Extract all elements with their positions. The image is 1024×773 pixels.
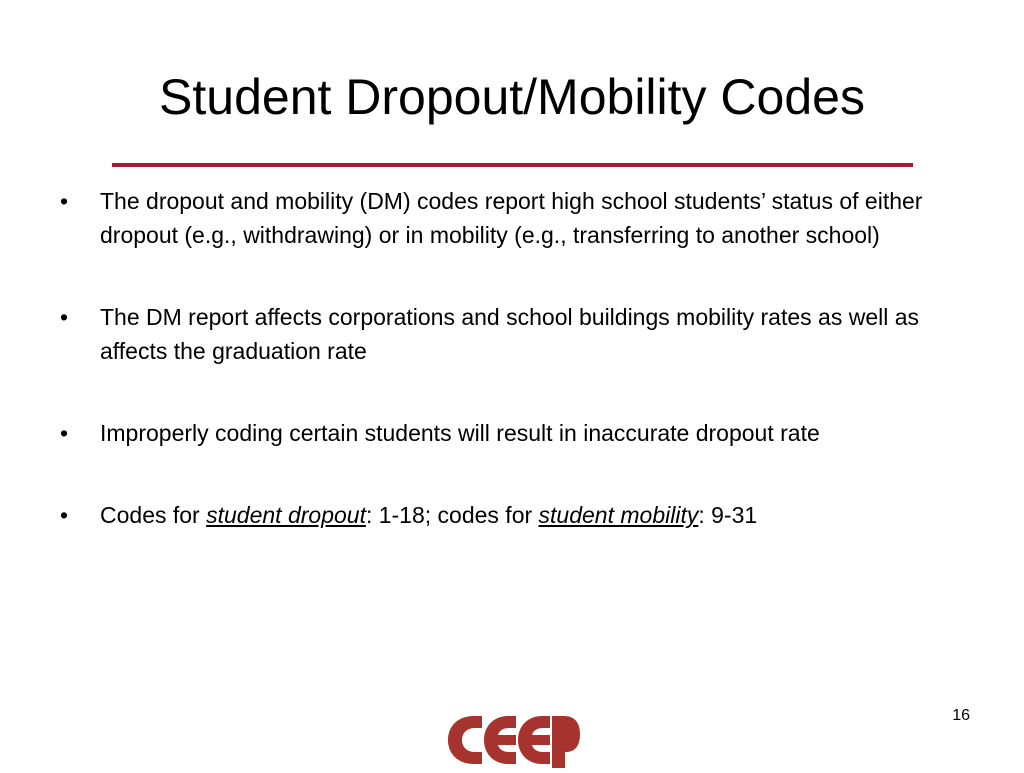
bullet-text: Improperly coding certain students will result in inaccurate dropout rate xyxy=(100,420,820,446)
page-number: 16 xyxy=(952,707,970,724)
bullet-dot-icon: • xyxy=(60,420,69,446)
bullet-text: The dropout and mobility (DM) codes report high school students’ status of either dropout (e.g., withdrawing) or in mobility (e.g., transferring to another school) xyxy=(100,188,923,248)
bullet-list xyxy=(60,184,960,580)
bullet-text-mid: : 1-18; codes for xyxy=(365,502,539,528)
bullet-dot-icon: • xyxy=(60,304,69,330)
slide-title: Student Dropout/Mobility Codes xyxy=(159,69,865,125)
bullet-dot-icon: • xyxy=(60,502,69,528)
title-underline-rule xyxy=(112,163,913,167)
bullet-item-dm-codes xyxy=(60,184,960,252)
bullet-item-dm-report xyxy=(60,300,960,368)
bullet-item-improper-coding xyxy=(60,416,960,450)
bullet-dot-icon: • xyxy=(60,188,69,214)
bullet-item-code-ranges xyxy=(60,498,960,532)
ceep-logo-icon xyxy=(444,708,582,768)
term-student-dropout: student dropout xyxy=(206,502,366,528)
bullet-text-suffix: : 9-31 xyxy=(698,502,758,528)
term-student-mobility: student mobility xyxy=(538,502,699,528)
bullet-text-prefix: Codes for xyxy=(100,502,207,528)
bullet-text: The DM report affects corporations and school buildings mobility rates as well as affects the graduation rate xyxy=(100,304,920,364)
